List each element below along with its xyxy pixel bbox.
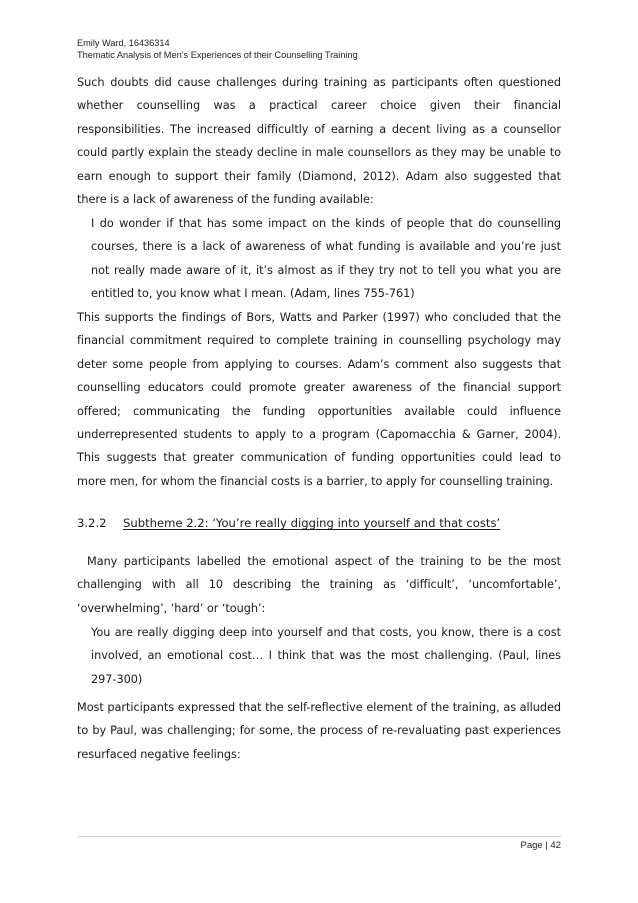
paragraph-bors-findings: This supports the findings of Bors, Watts and Parker (1997) who concluded that the financial commitment required to complete training in counselling psychology may deter some people from applying to courses. Adam’s comment also suggests that counselling educators could promote greater awareness of the financial support offered; communicating the funding opportunities available could influence underrepresented students to apply to a program (Capomacchia & Garner, 2004). This suggests that greater communication of funding opportunities could lead to more men, for whom the financial costs is a barrier, to apply for counselling training.: [77, 311, 561, 488]
footer-divider: [77, 836, 561, 837]
section-number: 3.2.2: [77, 516, 107, 530]
header-author: Emily Ward, 16436314: [77, 38, 170, 48]
section-title: Subtheme 2.2: ‘You’re really digging into yourself and that costs’: [123, 516, 501, 530]
running-header: [77, 37, 567, 61]
paragraph-emotional-aspect: Many participants labelled the emotional aspect of the training to be the most challenging with all 10 describing the training as ‘difficult’, ‘uncomfortable’, ‘overwhelming’, ‘hard’ or ‘tough’:: [77, 555, 561, 615]
section-heading: [77, 513, 567, 533]
header-title: Thematic Analysis of Men’s Experiences of their Counselling Training: [77, 50, 358, 60]
page-number: Page | 42: [520, 840, 561, 851]
paragraph-funding-doubts: Such doubts did cause challenges during training as participants often questioned whether counselling was a practical career choice given their financial responsibilities. The increased difficultly of earning a decent living as a counsellor could partly explain the steady decline in male counsellors as they may be unable to earn enough to support their family (Diamond, 2012). Adam also suggested that there is a lack of awareness of the funding available:: [77, 76, 561, 207]
quote-adam: I do wonder if that has some impact on the kinds of people that do counselling courses, there is a lack of awareness of what funding is available and you’re just not really made aware of it, it’s almost as if they try not to tell you what you are entitled to, you know what I mean. (Adam, lines 755-761): [91, 217, 561, 301]
paragraph-self-reflection: Most participants expressed that the self-reflective element of the training, as alluded to by Paul, was challenging; for some, the process of re-revaluating past experiences resurfaced negative feelings:: [77, 701, 561, 761]
quote-paul: You are really digging deep into yourself and that costs, you know, there is a cost involved, an emotional cost… I think that was the most challenging. (Paul, lines 297-300): [91, 626, 561, 686]
